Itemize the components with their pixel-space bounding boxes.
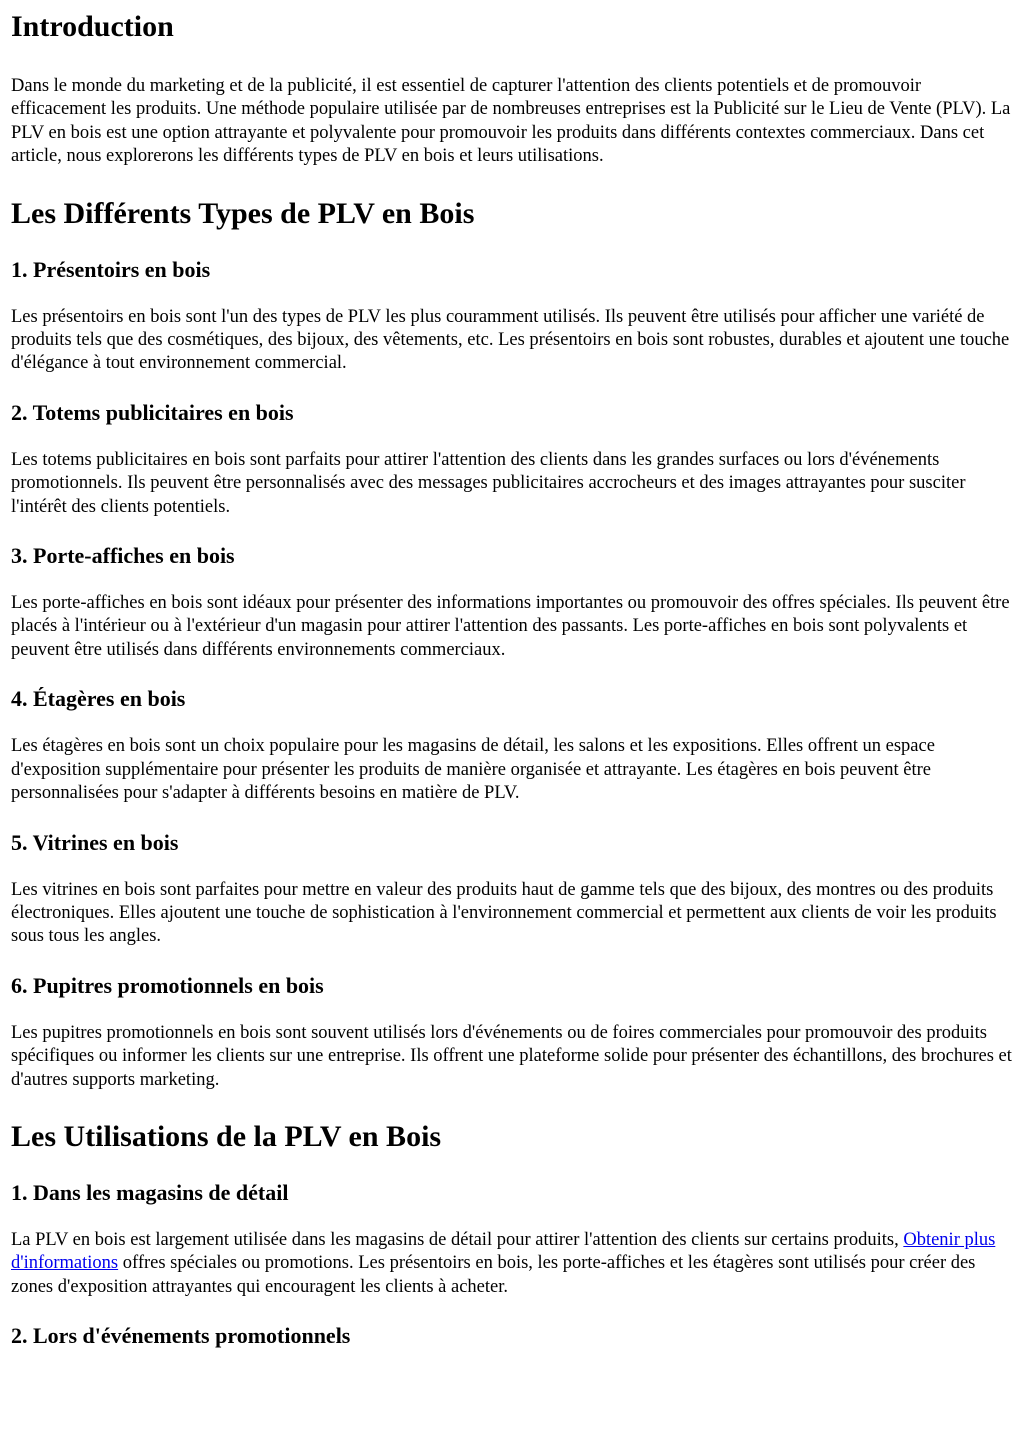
type-heading-presentoirs: 1. Présentoirs en bois: [11, 256, 211, 282]
type-paragraph-etageres: Les étagères en bois sont un choix populaire pour les magasins de détail, les salons et les expositions. Elles offrent un espace d'exposition supplémentaire pour présenter les produits de manière organisée et attrayante. Les étagères en bois peuvent être personnalisées pour s'adapter à différents besoins en matière de PLV.: [11, 736, 935, 804]
article: [0, 8, 1024, 1350]
type-heading-totems: 2. Totems publicitaires en bois: [11, 399, 294, 425]
type-paragraph-vitrines: Les vitrines en bois sont parfaites pour mettre en valeur des produits haut de gamme tels que des bijoux, des montres ou des produits électroniques. Elles ajoutent une touche de sophistication à l'environnement commercial et permettent aux clients de voir les produits sous tous les angles.: [11, 879, 997, 947]
intro-paragraph: Dans le monde du marketing et de la publicité, il est essentiel de capturer l'attention des clients potentiels et de promouvoir efficacement les produits. Une méthode populaire utilisée par de nombreuses entreprises est la Publicité sur le Lieu de Vente (PLV). La PLV en bois est une option attrayante et polyvalente pour promouvoir les produits dans différents contextes commerciaux. Dans cet article, nous explorerons les différents types de PLV en bois et leurs utilisations.: [11, 76, 1011, 167]
types-heading: Les Différents Types de PLV en Bois: [11, 196, 475, 230]
type-heading-etageres: 4. Étagères en bois: [11, 686, 186, 712]
more-info-link[interactable]: Obtenir plus d'informations: [11, 1229, 996, 1274]
use-paragraph-magasins-start: La PLV en bois est largement utilisée dans les magasins de détail pour attirer l'attention des clients sur certains produits,: [11, 1229, 904, 1250]
uses-heading: Les Utilisations de la PLV en Bois: [11, 1119, 442, 1153]
type-paragraph-totems: Les totems publicitaires en bois sont parfaits pour attirer l'attention des clients dans les grandes surfaces ou lors d'événements promotionnels. Ils peuvent être personnalisés avec des messages publicitaires accrocheurs et des images attrayantes pour susciter l'intérêt des clients potentiels.: [11, 449, 966, 517]
intro-heading: Introduction: [11, 10, 174, 43]
use-paragraph-magasins-end: offres spéciales ou promotions. Les présentoirs en bois, les porte-affiches et les étagères sont utilisés pour créer des zones d'exposition attrayantes qui encouragent les clients à acheter.: [11, 1253, 976, 1297]
use-heading-evenements: 2. Lors d'événements promotionnels: [11, 1323, 351, 1349]
type-heading-vitrines: 5. Vitrines en bois: [11, 829, 179, 855]
type-paragraph-presentoirs: Les présentoirs en bois sont l'un des types de PLV les plus couramment utilisés. Ils peuvent être utilisés pour afficher une variété de produits tels que des cosmétiques, des bijoux, des vêtements, etc. Les présentoirs en bois sont robustes, durables et ajoutent une touche d'élégance à tout environnement commercial.: [11, 306, 1010, 374]
type-paragraph-pupitres: Les pupitres promotionnels en bois sont souvent utilisés lors d'événements ou de foires commerciales pour promouvoir des produits spécifiques ou informer les clients sur une entreprise. Ils offrent une plateforme solide pour présenter des échantillons, des brochures et d'autres supports marketing.: [11, 1022, 1012, 1090]
type-paragraph-porte-affiches: Les porte-affiches en bois sont idéaux pour présenter des informations importantes ou promouvoir des offres spéciales. Ils peuvent être placés à l'intérieur ou à l'extérieur d'un magasin pour attirer l'attention des passants. Les porte-affiches en bois sont polyvalents et peuvent être utilisés dans différents environnements commerciaux.: [11, 593, 1010, 660]
type-heading-porte-affiches: 3. Porte-affiches en bois: [11, 543, 235, 569]
use-paragraph-magasins: [11, 1229, 1016, 1299]
use-heading-magasins: 1. Dans les magasins de détail: [11, 1179, 289, 1205]
type-heading-pupitres: 6. Pupitres promotionnels en bois: [11, 972, 324, 998]
